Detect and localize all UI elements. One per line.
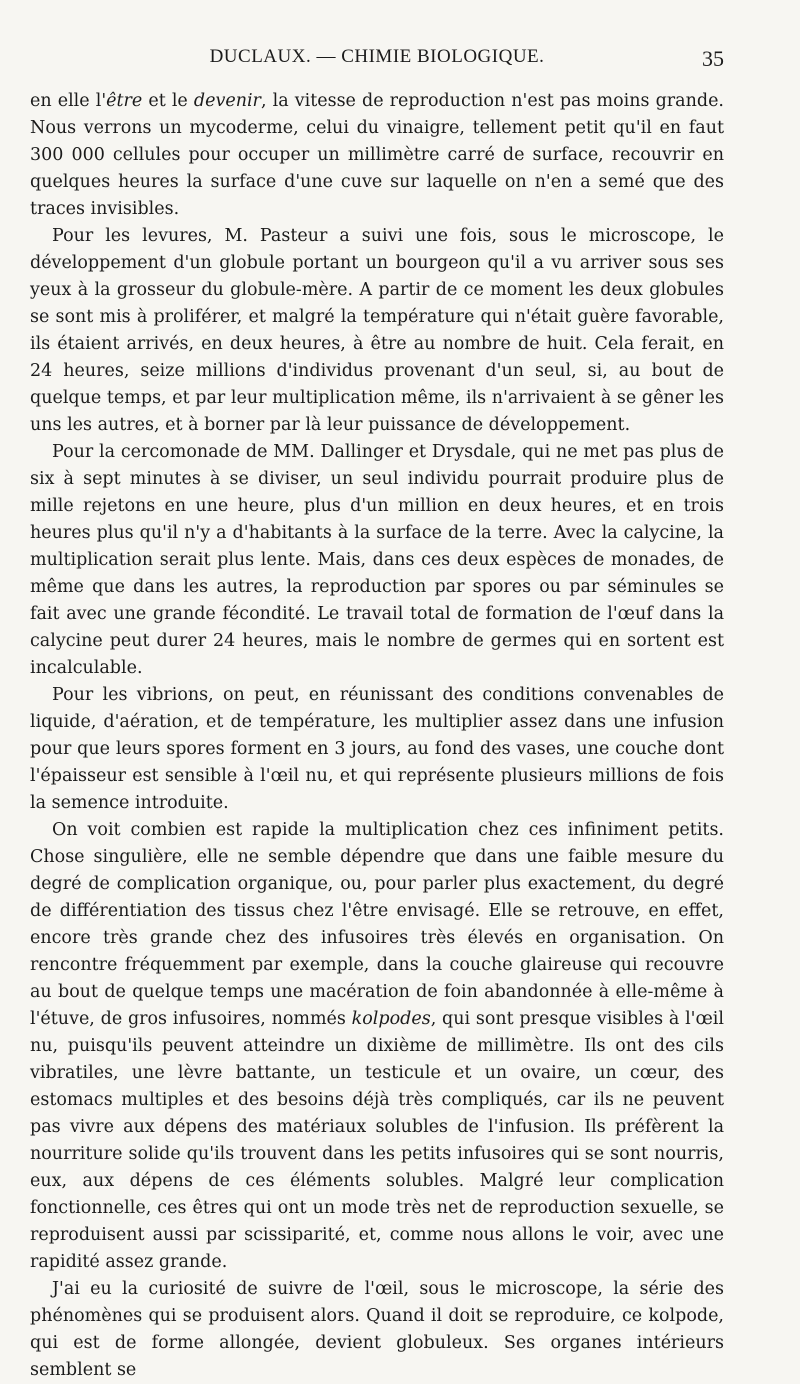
italic-devenir: devenir <box>193 91 261 111</box>
paragraph-3: Pour la cercomonade de MM. Dallinger et Drysdale, qui ne met pas plus de six à sept minutes à se diviser, un seul individu pourrait produire plus de mille rejetons en une heure, plus d'un million en deux heures, et en trois heures plus qu'il n'y a d'habitants à la surface de la terre. Avec la calycine, la multiplication serait plus lente. Mais, dans ces deux espèces de monades, de même que dans les autres, la reproduction par spores ou par séminules se fait avec une grande fécondité. Le travail total de formation de l'œuf dans la calycine peut durer 24 heures, mais le nombre de germes qui en sortent est incalculable. <box>30 442 724 678</box>
paragraph-2: Pour les levures, M. Pasteur a suivi une fois, sous le microscope, le développement d'un globule portant un bourgeon qu'il a vu arriver sous ses yeux à la grosseur du globule-mère. A partir de ce moment les deux globules se sont mis à proliférer, et malgré la température qui n'était guère favorable, ils étaient arrivés, en deux heures, à être au nombre de huit. Cela ferait, en 24 heures, seize millions d'individus provenant d'un seul, si, au bout de quelque temps, et par leur multiplication même, ils n'arrivaient à se gêner les uns les autres, et à borner par là leur puissance de développement. <box>30 226 724 435</box>
body-text <box>30 88 724 1384</box>
italic-kolpodes: kolpodes <box>351 1009 431 1029</box>
paragraph-1-end: , la vitesse de reproduction n'est pas moins grande. Nous verrons un mycoderme, celui du vinaigre, tellement petit qu'il en faut 300 000 cellules pour occuper un millimètre carré de surface, recouvrir en quelques heures la surface d'une cuve sur laquelle on n'en a semé que des traces invisibles. <box>30 91 724 219</box>
italic-etre: être <box>106 91 143 111</box>
paragraph-1-start: en elle l' <box>30 91 107 111</box>
running-head: DUCLAUX. — CHIMIE BIOLOGIQUE. <box>209 46 545 67</box>
paragraph-5-end: , qui sont presque visibles à l'œil nu, puisqu'ils peuvent atteindre un dixième de millimètre. Ils ont des cils vibratiles, une lèvre battante, un testicule et un ovaire, un cœur, des estomacs multiples et des besoins déjà très compliqués, car ils ne peuvent pas vivre aux dépens des matériaux solubles de l'infusion. Ils préfèrent la nourriture solide qu'ils trouvent dans les petits infusoires qui se sont nourris, eux, aux dépens de ces éléments solubles. Malgré leur complication fonctionnelle, ces êtres qui ont un mode très net de reproduction sexuelle, se reproduisent aussi par scissiparité, et, comme nous allons le voir, avec une rapidité assez grande. <box>30 1009 724 1272</box>
page-number: 35 <box>702 46 724 71</box>
paragraph-1-mid: et le <box>142 91 194 111</box>
paragraph-5-start: On voit combien est rapide la multiplication chez ces infiniment petits. Chose singulière, elle ne semble dépendre que dans une faible mesure du degré de complication organique, ou, pour parler plus exactement, du degré de différentiation des tissus chez l'être envisagé. Elle se retrouve, en effet, encore très grande chez des infusoires très élevés en organisation. On rencontre fréquemment par exemple, dans la couche glaireuse qui recouvre au bout de quelque temps une macération de foin abandonnée à elle-même à l'étuve, de gros infusoires, nommés <box>30 820 724 1029</box>
page-header <box>30 46 724 82</box>
paragraph-5 <box>30 817 724 1276</box>
paragraph-1 <box>30 88 724 223</box>
paragraph-6: J'ai eu la curiosité de suivre de l'œil, sous le microscope, la série des phénomènes qui se produisent alors. Quand il doit se reproduire, ce kolpode, qui est de forme allongée, devient globuleux. Ses organes intérieurs semblent se <box>30 1279 724 1380</box>
paragraph-4: Pour les vibrions, on peut, en réunissant des conditions convenables de liquide, d'aération, et de température, les multiplier assez dans une infusion pour que leurs spores forment en 3 jours, au fond des vases, une couche dont l'épaisseur est sensible à l'œil nu, et qui représente plusieurs millions de fois la semence introduite. <box>30 685 724 813</box>
